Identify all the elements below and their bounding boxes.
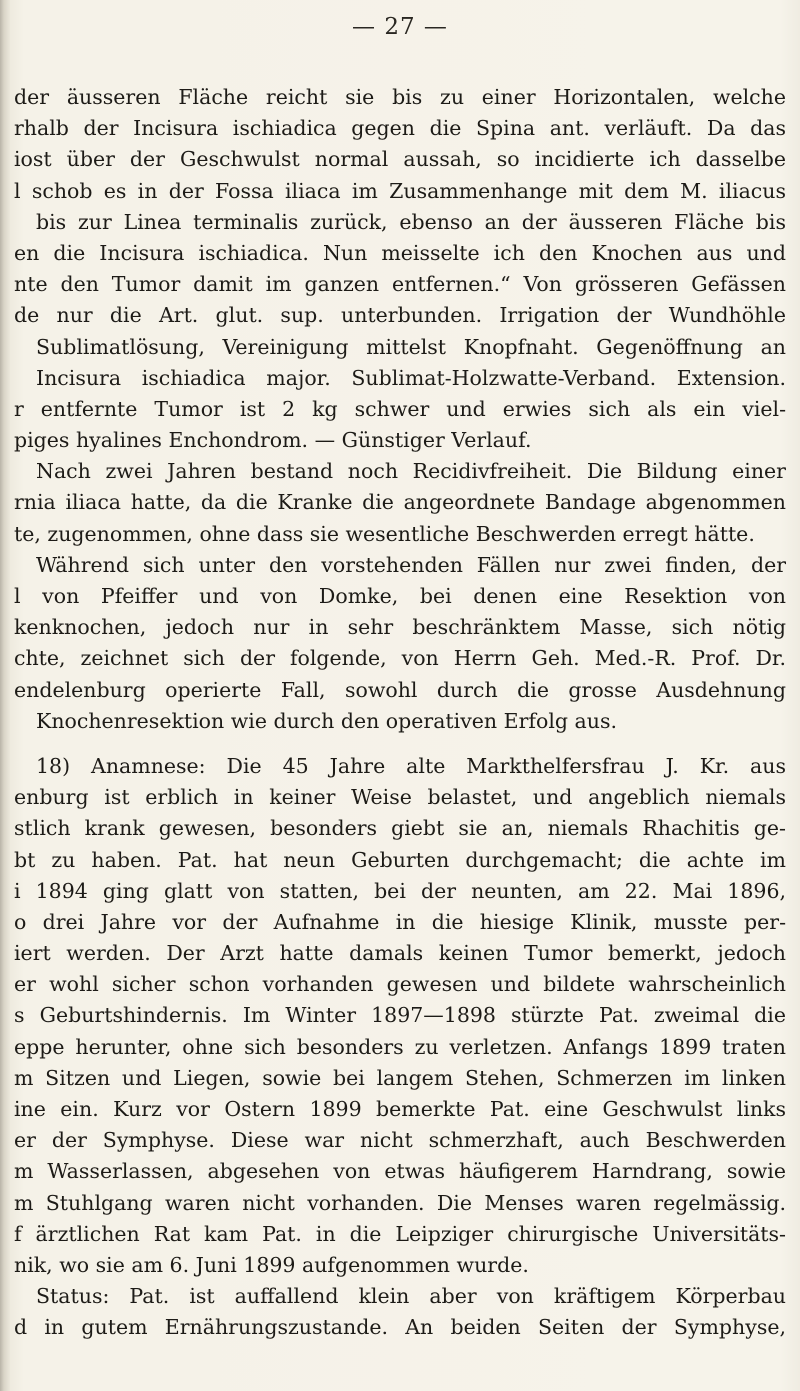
- text-line: rhalb der Incisura ischiadica gegen die Spina ant. verläuft. Da das: [14, 116, 786, 141]
- text-line: de nur die Art. glut. sup. unterbunden. Irrigation der Wundhöhle: [14, 303, 786, 328]
- text-line: Knochenresektion wie durch den operativen Erfolg aus.: [36, 708, 617, 733]
- text-line: eppe herunter, ohne sich besonders zu verletzen. Anfangs 1899 traten: [14, 1034, 786, 1059]
- text-line: chte, zeichnet sich der folgende, von Herrn Geh. Med.-R. Prof. Dr.: [14, 646, 786, 671]
- text-line: d in gutem Ernährungszustande. An beiden Seiten der Symphyse,: [14, 1315, 786, 1340]
- text-line: m Wasserlassen, abgesehen von etwas häufigerem Harndrang, sowie: [14, 1159, 786, 1184]
- text-line: stlich krank gewesen, besonders giebt sie an, niemals Rhachitis ge-: [14, 816, 786, 841]
- text-line: Nach zwei Jahren bestand noch Recidivfreiheit. Die Bildung einer: [36, 459, 786, 484]
- text-line: bt zu haben. Pat. hat neun Geburten durchgemacht; die achte im: [14, 847, 786, 872]
- text-line: Incisura ischiadica major. Sublimat-Holzwatte-Verband. Extension.: [36, 365, 786, 390]
- text-line: endelenburg operierte Fall, sowohl durch die grosse Ausdehnung: [14, 677, 786, 702]
- text-line: r entfernte Tumor ist 2 kg schwer und erwies sich als ein viel-: [14, 396, 786, 421]
- text-line: Status: Pat. ist auffallend klein aber von kräftigem Körperbau: [36, 1284, 786, 1309]
- text-line: iert werden. Der Arzt hatte damals keinen Tumor bemerkt, jedoch: [14, 941, 786, 966]
- text-line: nik, wo sie am 6. Juni 1899 aufgenommen wurde.: [14, 1252, 529, 1277]
- text-line: iost über der Geschwulst normal aussah, so incidierte ich dasselbe: [14, 147, 786, 172]
- binding-gutter: [0, 0, 10, 1391]
- text-line: te, zugenommen, ohne dass sie wesentliche Beschwerden erregt hätte.: [14, 521, 755, 546]
- text-line: Sublimatlösung, Vereinigung mittelst Knopfnaht. Gegenöffnung an: [36, 334, 786, 359]
- page-number-header: — 27 —: [352, 14, 448, 40]
- text-line: er der Symphyse. Diese war nicht schmerzhaft, auch Beschwerden: [14, 1128, 786, 1153]
- text-line: f ärztlichen Rat kam Pat. in die Leipziger chirurgische Universitäts-: [14, 1221, 786, 1246]
- text-line: m Sitzen und Liegen, sowie bei langem Stehen, Schmerzen im linken: [14, 1065, 786, 1090]
- text-line: l von Pfeiffer und von Domke, bei denen eine Resektion von: [14, 584, 786, 608]
- paragraph-gap: [14, 737, 786, 751]
- text-line: Während sich unter den vorstehenden Fällen nur zwei finden, der: [36, 552, 786, 577]
- text-line: s Geburtshindernis. Im Winter 1897—1898 stürzte Pat. zweimal die: [14, 1003, 786, 1028]
- text-line: m Stuhlgang waren nicht vorhanden. Die Menses waren regelmässig.: [14, 1190, 786, 1215]
- body-text: [14, 82, 786, 1344]
- text-line: er wohl sicher schon vorhanden gewesen und bildete wahrscheinlich: [14, 972, 786, 997]
- text-line: kenknochen, jedoch nur in sehr beschränktem Masse, sich nötig: [14, 615, 786, 640]
- text-line: bis zur Linea terminalis zurück, ebenso an der äusseren Fläche bis: [36, 209, 786, 234]
- text-line: enburg ist erblich in keiner Weise belastet, und angeblich niemals: [14, 785, 786, 810]
- text-line: piges hyalines Enchondrom. — Günstiger Verlauf.: [14, 428, 532, 453]
- text-line: i 1894 ging glatt von statten, bei der neunten, am 22. Mai 1896,: [14, 878, 786, 903]
- text-line: ine ein. Kurz vor Ostern 1899 bemerkte Pat. eine Geschwulst links: [14, 1097, 786, 1121]
- text-line: en die Incisura ischiadica. Nun meisselte ich den Knochen aus und: [14, 240, 786, 265]
- text-line: nte den Tumor damit im ganzen entfernen.“ Von grösseren Gefässen: [14, 272, 786, 297]
- text-line: o drei Jahre vor der Aufnahme in die hiesige Klinik, musste per-: [14, 909, 786, 934]
- text-line: l schob es in der Fossa iliaca im Zusammenhange mit dem M. iliacus: [14, 178, 786, 203]
- text-line: der äusseren Fläche reicht sie bis zu einer Horizontalen, welche: [14, 85, 786, 109]
- text-line: rnia iliaca hatte, da die Kranke die angeordnete Bandage abgenommen: [14, 490, 786, 515]
- text-line: 18) Anamnese: Die 45 Jahre alte Markthelfersfrau J. Kr. aus: [36, 753, 786, 778]
